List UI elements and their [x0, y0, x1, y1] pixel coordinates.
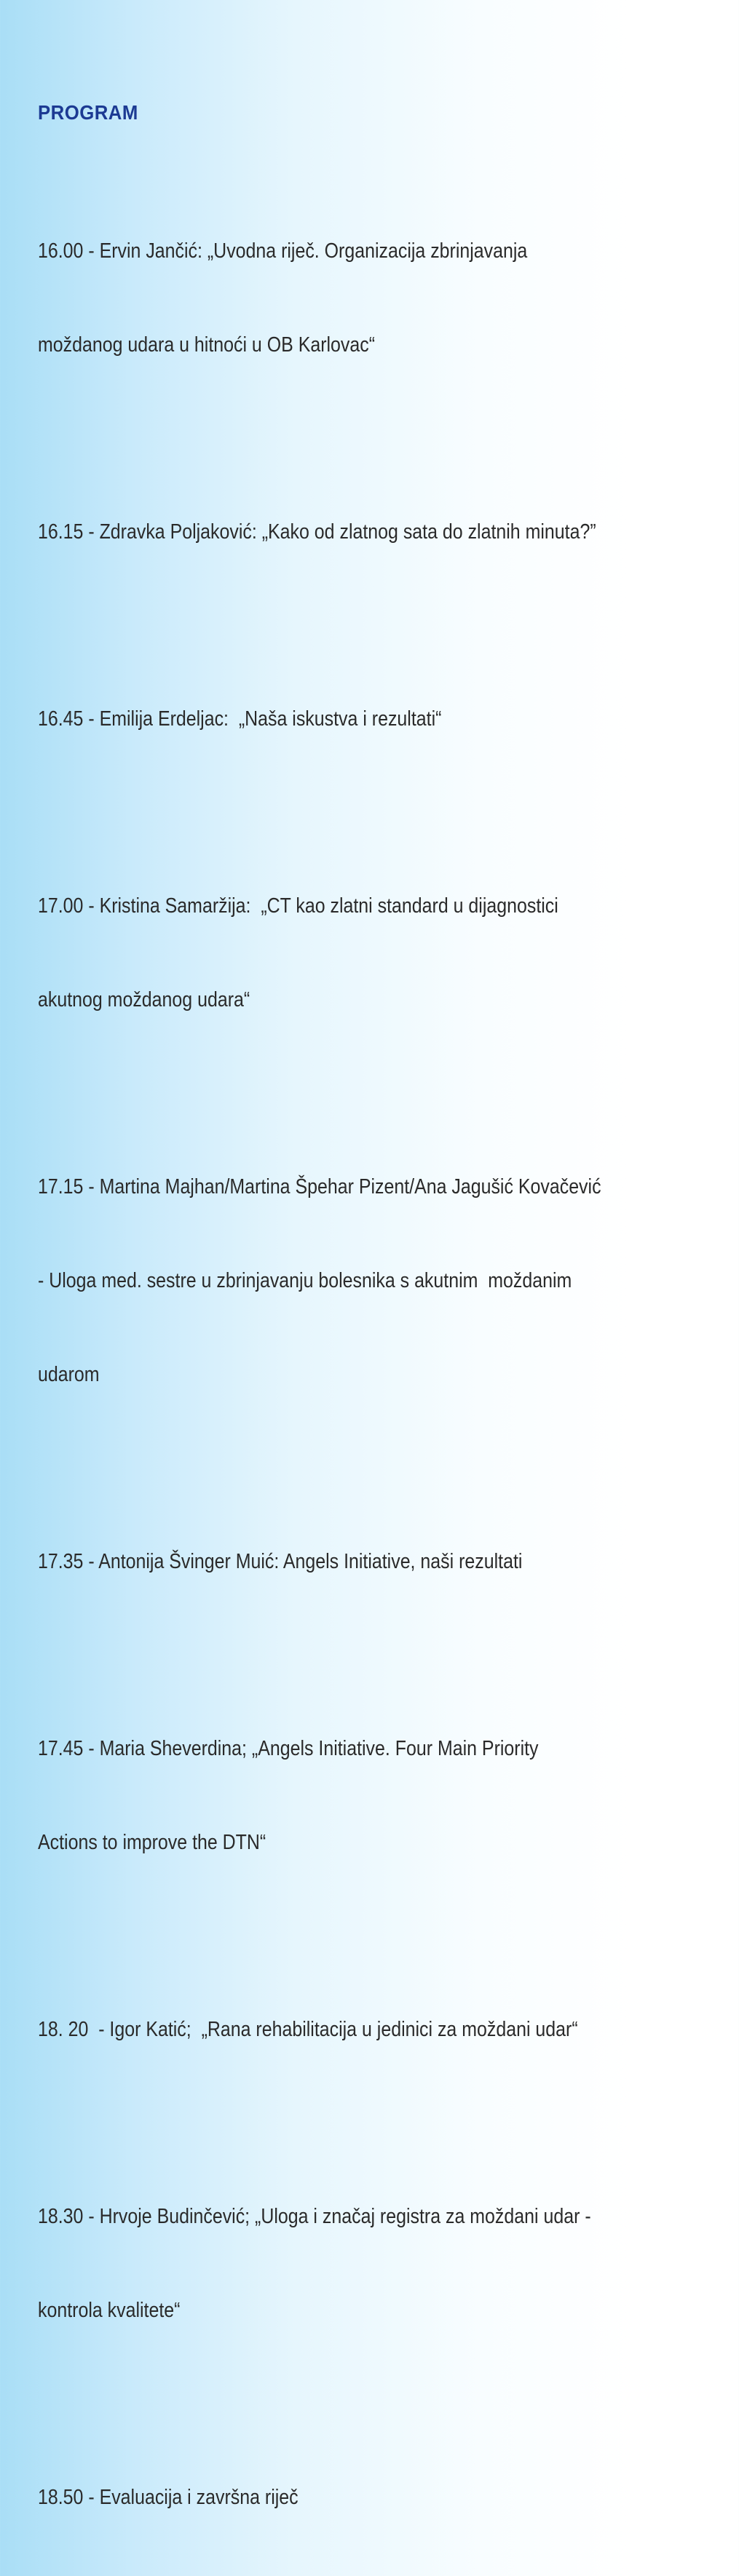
program-item-7 [38, 1671, 727, 1921]
program-item-3 [38, 641, 727, 798]
item-line: moždanog udara u hitnoći u OB Karlovac“ [38, 333, 376, 357]
item-line: 17.45 - Maria Sheverdina; „Angels Initiative. Four Main Priority [38, 1737, 539, 1760]
program-item-6 [38, 1484, 727, 1640]
program-item-8 [38, 1952, 727, 2108]
program-item-10 [38, 2420, 727, 2576]
item-spacer [38, 1078, 730, 1109]
item-spacer [38, 611, 730, 641]
item-line: 17.35 - Antonija Švinger Muić: Angels Initiative, naši rezultati [38, 1550, 523, 1573]
item-spacer [38, 1640, 730, 1671]
program-item-1 [38, 173, 727, 424]
item-spacer [38, 2389, 730, 2420]
program-item-2 [38, 454, 727, 611]
item-line: 17.15 - Martina Majhan/Martina Špehar Pizent/Ana Jagušić Kovačević [38, 1175, 601, 1198]
item-line: kontrola kvalitete“ [38, 2299, 181, 2322]
item-line: 16.45 - Emilija Erdeljac: „Naša iskustva i rezultati“ [38, 707, 442, 731]
item-line: - Uloga med. sestre u zbrinjavanju bolesnika s akutnim moždanim [38, 1269, 572, 1292]
item-line: 16.00 - Ervin Jančić: „Uvodna riječ. Organizacija zbrinjavanja [38, 239, 528, 263]
item-spacer [38, 2108, 730, 2139]
item-line: 17.00 - Kristina Samaržija: „CT kao zlatni standard u dijagnostici [38, 894, 558, 918]
item-line: 18. 20 - Igor Katić; „Rana rehabilitacija u jedinici za moždani udar“ [38, 2018, 578, 2041]
item-line: udarom [38, 1363, 100, 1386]
program-item-4 [38, 828, 727, 1078]
item-line: akutnog moždanog udara“ [38, 988, 250, 1011]
item-line: 16.15 - Zdravka Poljaković: „Kako od zlatnog sata do zlatnih minuta?” [38, 520, 596, 544]
item-line: Actions to improve the DTN“ [38, 1831, 266, 1854]
item-line: 18.50 - Evaluacija i završna riječ [38, 2486, 299, 2509]
item-spacer [38, 1921, 730, 1952]
program-page [38, 98, 730, 2576]
item-spacer [38, 798, 730, 828]
item-spacer [38, 1453, 730, 1484]
program-item-5 [38, 1109, 727, 1453]
item-spacer [38, 424, 730, 454]
program-item-9 [38, 2139, 727, 2389]
program-heading: PROGRAM [38, 101, 138, 124]
item-line: 18.30 - Hrvoje Budinčević; „Uloga i značaj registra za moždani udar - [38, 2205, 591, 2228]
